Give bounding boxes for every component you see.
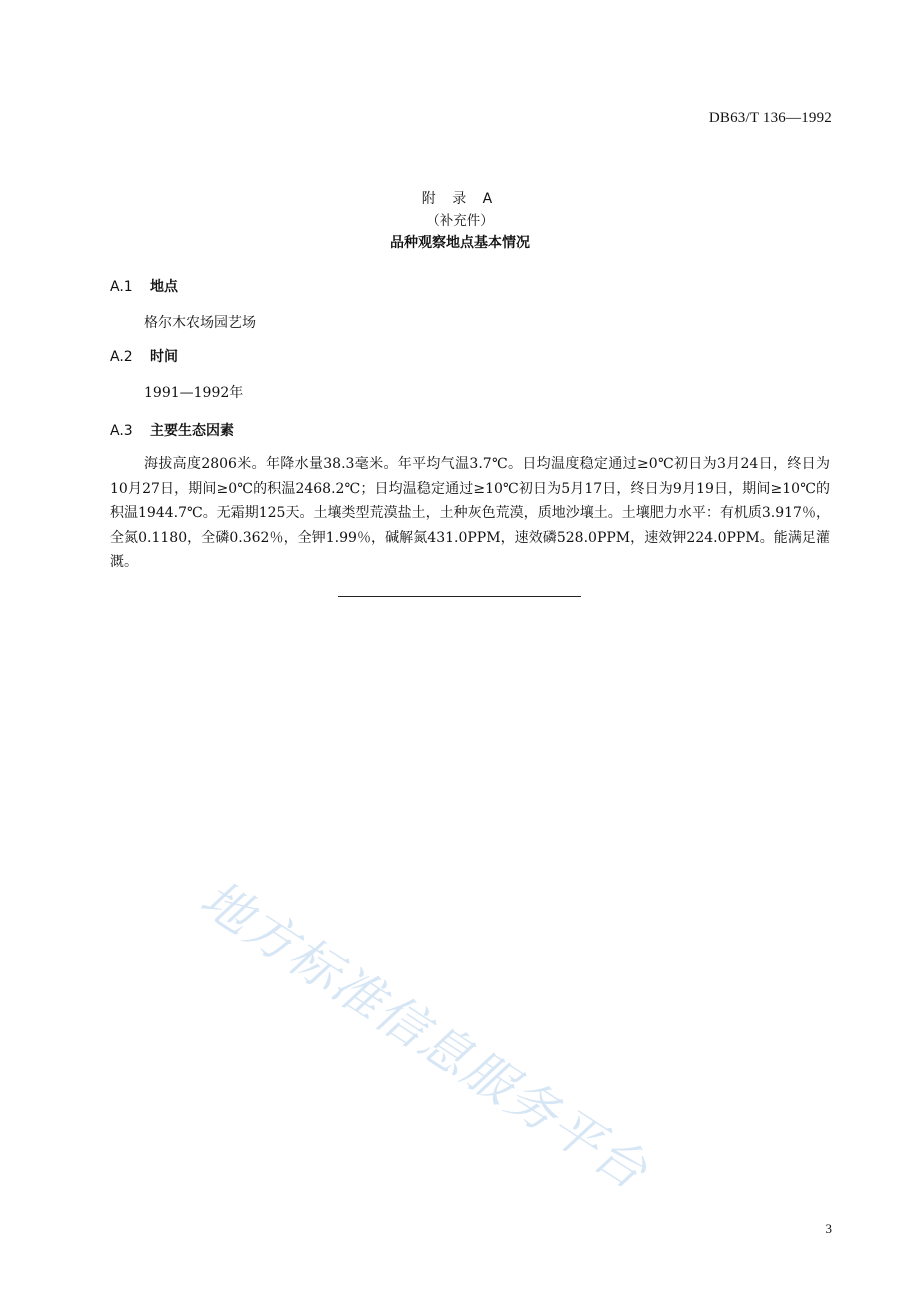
appendix-heading (0, 188, 920, 254)
section-body: 1991—1992年 (144, 385, 244, 401)
section-number: A.2 (110, 349, 133, 365)
appendix-name: 品种观察地点基本情况 (390, 235, 530, 251)
section-heading (110, 277, 830, 297)
watermark: 地方标准信息服务平台 (190, 869, 659, 1202)
section-title: 地点 (150, 279, 178, 295)
section-heading (110, 347, 830, 367)
section-heading (110, 421, 830, 441)
appendix-title: 附 录 A (421, 191, 499, 207)
section-ecological-factors (110, 421, 830, 575)
section-location (110, 277, 830, 336)
appendix-subtitle: （补充件） (426, 213, 494, 229)
section-body: 海拔高度2806米。年降水量38.3毫米。年平均气温3.7℃。日均温度稳定通过≥0℃初日为3月24日，终日为10月27日，期间≥0℃的积温2468.2℃；日均温稳定通过≥10℃初日为5月17日，终日为9月19日，期间≥10℃的积温1944.7℃。无霜期125天。土壤类型荒漠盐土，土种灰色荒漠，质地沙壤土。土壤肥力水平：有机质3.917％，全氮0.1180，全磷0.362％，全钾1.99％，碱解氮431.0PPM，速效磷528.0PPM，速效钾224.0PPM。能满足灌溉。 (110, 456, 830, 570)
end-divider (338, 596, 581, 597)
page-number: 3 (825, 1221, 832, 1236)
section-number: A.1 (110, 279, 133, 295)
section-title: 主要生态因素 (150, 423, 234, 439)
section-title: 时间 (150, 349, 178, 365)
section-body: 格尔木农场园艺场 (144, 315, 256, 331)
standard-code: DB63/T 136—1992 (708, 110, 832, 126)
section-time (110, 347, 830, 406)
section-number: A.3 (110, 423, 133, 439)
